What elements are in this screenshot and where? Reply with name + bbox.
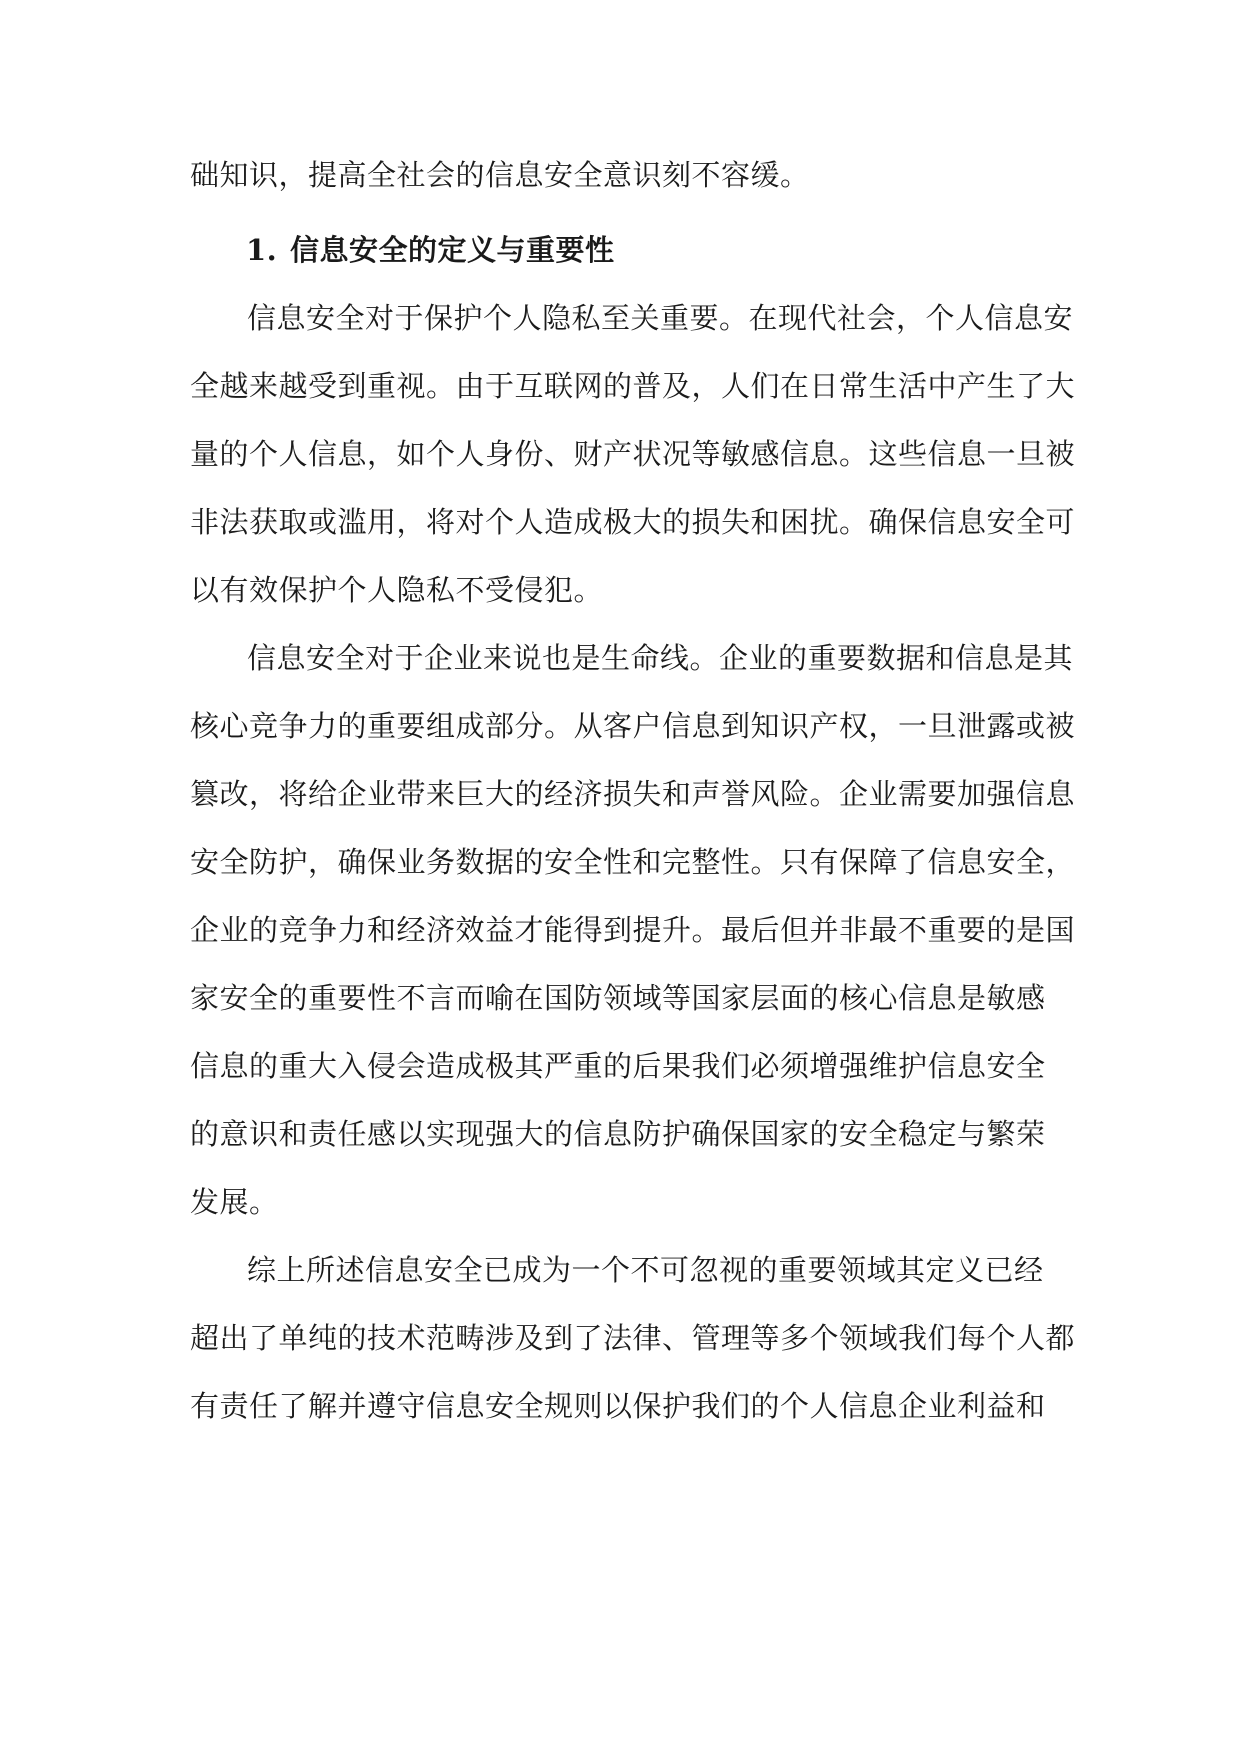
body-line-8: 核心竞争力的重要组成部分。从客户信息到知识产权，一旦泄露或被 [190,709,1076,743]
body-line-7: 信息安全对于企业来说也是生命线。企业的重要数据和信息是其 [247,641,1074,675]
section-heading [246,230,1126,270]
body-line-15: 发展。 [190,1185,279,1219]
body-line-11: 企业的竞争力和经济效益才能得到提升。最后但并非最不重要的是国 [190,913,1076,947]
section-heading-number: 1. [246,233,278,267]
body-line-9: 篡改，将给企业带来巨大的经济损失和声誉风险。企业需要加强信息 [190,777,1076,811]
body-line-3: 全越来越受到重视。由于互联网的普及，人们在日常生活中产生了大 [190,369,1076,403]
body-line-14: 的意识和责任感以实现强大的信息防护确保国家的安全稳定与繁荣 [190,1117,1046,1151]
body-line-17: 超出了单纯的技术范畴涉及到了法律、管理等多个领域我们每个人都 [190,1321,1076,1355]
body-line-4: 量的个人信息，如个人身份、财产状况等敏感信息。这些信息一旦被 [190,437,1076,471]
body-line-13: 信息的重大入侵会造成极其严重的后果我们必须增强维护信息安全 [190,1049,1046,1083]
body-line-16: 综上所述信息安全已成为一个不可忽视的重要领域其定义已经 [247,1253,1044,1287]
body-line-10: 安全防护，确保业务数据的安全性和完整性。只有保障了信息安全， [190,845,1076,879]
body-line-1: 础知识，提高全社会的信息安全意识刻不容缓。 [190,158,810,192]
body-line-18: 有责任了解并遵守信息安全规则以保护我们的个人信息企业利益和 [190,1389,1046,1423]
body-line-6: 以有效保护个人隐私不受侵犯。 [190,573,604,607]
body-line-2: 信息安全对于保护个人隐私至关重要。在现代社会，个人信息安 [247,301,1074,335]
body-line-5: 非法获取或滥用，将对个人造成极大的损失和困扰。确保信息安全可 [190,505,1076,539]
body-line-12: 家安全的重要性不言而喻在国防领域等国家层面的核心信息是敏感 [190,981,1046,1015]
section-heading-title: 信息安全的定义与重要性 [290,233,615,267]
